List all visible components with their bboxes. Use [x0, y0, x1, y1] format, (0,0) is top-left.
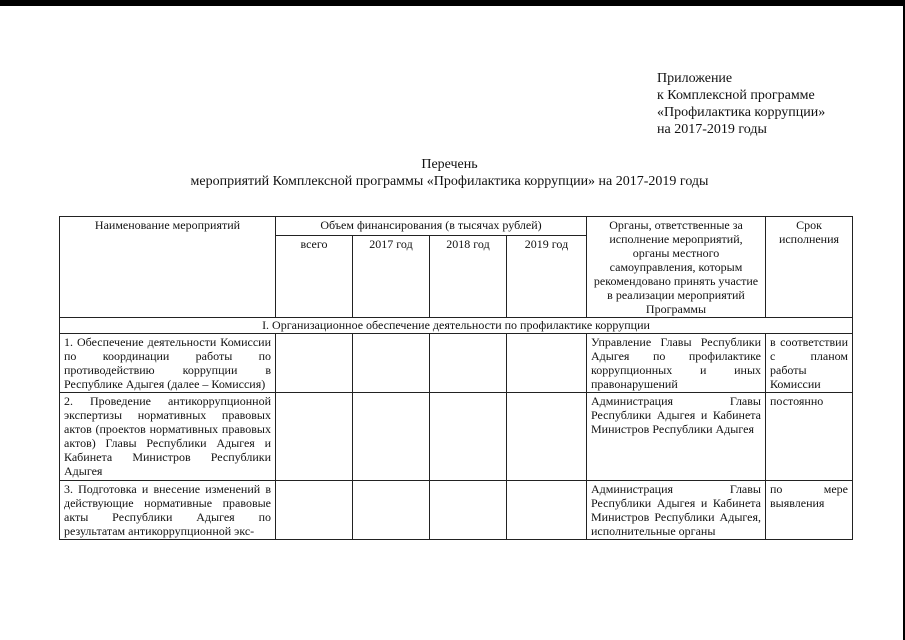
- table-row: [60, 393, 853, 481]
- funding-total: [276, 393, 353, 481]
- funding-2017: [353, 481, 430, 540]
- responsible-organs: Управление Главы Республики Адыгея по профилактике коррупционных и иных правонарушений: [587, 334, 766, 393]
- measure-name: 1. Обеспечение деятельности Комиссии по координации работы по противодействию коррупции в Республике Адыгея (далее – Комиссия): [60, 334, 276, 393]
- header-2017: 2017 год: [353, 236, 430, 318]
- header-2019: 2019 год: [507, 236, 587, 318]
- appendix-line: к Комплексной программе: [657, 88, 815, 103]
- funding-2019: [507, 481, 587, 540]
- document-title: Перечень: [421, 157, 478, 172]
- deadline: постоянно: [766, 393, 853, 481]
- measure-name: 2. Проведение антикоррупционной экспертизы нормативных правовых актов (проектов нормативных правовых актов) Главы Республики Адыгея и Кабинета Министров Республики Адыгея: [60, 393, 276, 481]
- funding-2017: [353, 393, 430, 481]
- responsible-organs: Администрация Главы Республики Адыгея и Кабинета Министров Республики Адыгея, исполнительные органы: [587, 481, 766, 540]
- header-row: [60, 217, 853, 236]
- measure-name: 3. Подготовка и внесение изменений в действующие нормативные правовые акты Республики Адыгея по результатам антикоррупционной экс-: [60, 481, 276, 540]
- appendix-note: [657, 70, 825, 138]
- funding-2019: [507, 393, 587, 481]
- table-row: [60, 481, 853, 540]
- header-organs: Органы, ответственные за исполнение мероприятий, органы местного самоуправления, которым рекомендовано принять участие в реализации мероприятий Программы: [587, 217, 766, 318]
- funding-total: [276, 334, 353, 393]
- responsible-organs: Администрация Главы Республики Адыгея и Кабинета Министров Республики Адыгея: [587, 393, 766, 481]
- scan-top-border: [0, 0, 905, 6]
- section-title: I. Организационное обеспечение деятельности по профилактике коррупции: [60, 318, 853, 334]
- appendix-line: на 2017-2019 годы: [657, 122, 767, 137]
- funding-total: [276, 481, 353, 540]
- appendix-line: Приложение: [657, 71, 733, 86]
- funding-2018: [430, 481, 507, 540]
- document-subtitle: мероприятий Комплексной программы «Профилактика коррупции» на 2017-2019 годы: [190, 174, 709, 189]
- measures-table: [59, 216, 853, 540]
- header-2018: 2018 год: [430, 236, 507, 318]
- header-name: Наименование мероприятий: [60, 217, 276, 318]
- funding-2017: [353, 334, 430, 393]
- header-total: всего: [276, 236, 353, 318]
- appendix-line: «Профилактика коррупции»: [657, 105, 826, 120]
- deadline: в соответствии с планом работы Комиссии: [766, 334, 853, 393]
- deadline: по мере выявления: [766, 481, 853, 540]
- funding-2019: [507, 334, 587, 393]
- section-row: [60, 318, 853, 334]
- header-funding: Объем финансирования (в тысячах рублей): [276, 217, 587, 236]
- table-row: [60, 334, 853, 393]
- funding-2018: [430, 334, 507, 393]
- funding-2018: [430, 393, 507, 481]
- header-term: Срок исполнения: [766, 217, 853, 318]
